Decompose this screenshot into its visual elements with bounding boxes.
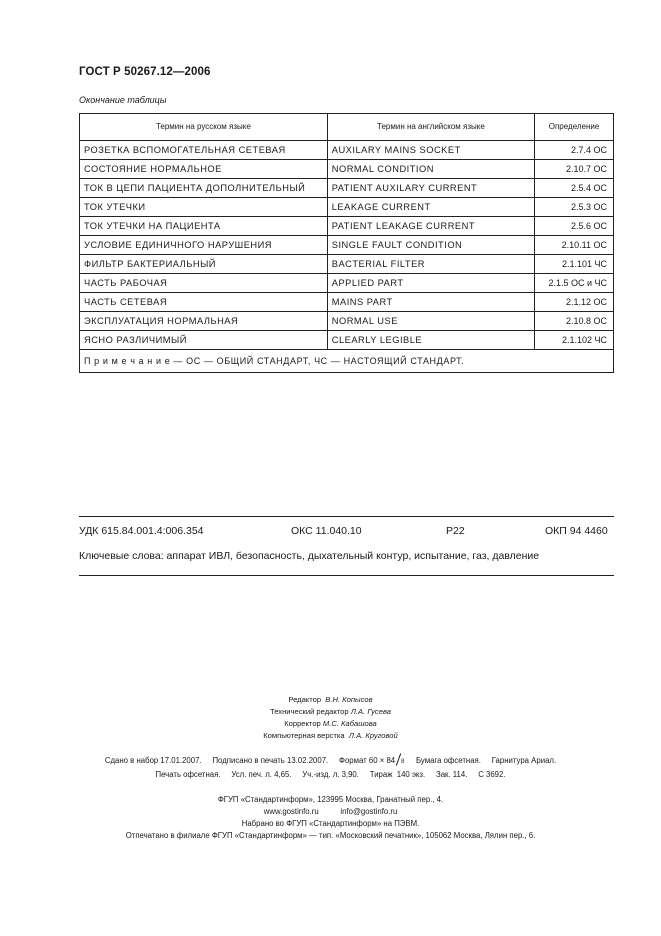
definition-ref: 2.1.12 ОС (535, 293, 614, 312)
credit-person: Л.А. Гусева (350, 707, 391, 716)
publisher-typeset: Набрано во ФГУП «Стандартинформ» на ПЭВМ. (241, 819, 420, 828)
russian-term: СОСТОЯНИЕ НОРМАЛЬНОЕ (80, 160, 328, 179)
table-row (80, 331, 614, 350)
okp-code: ОКП 94 4460 (545, 525, 608, 537)
divider-bottom (79, 575, 614, 576)
table-row (80, 179, 614, 198)
russian-term: ЧАСТЬ РАБОЧАЯ (80, 274, 328, 293)
table-row (80, 293, 614, 312)
definition-ref: 2.10.11 ОС (535, 236, 614, 255)
print-info-text: Бумага офсетная. Гарнитура Ариал. (405, 756, 557, 765)
definition-ref: 2.1.101 ЧС (535, 255, 614, 274)
english-term: APPLIED PART (327, 274, 534, 293)
russian-term: ЭКСПЛУАТАЦИЯ НОРМАЛЬНАЯ (80, 312, 328, 331)
table-row (80, 217, 614, 236)
oks-code: ОКС 11.040.10 (291, 525, 362, 537)
credit-layout (0, 731, 661, 740)
publisher-printed: Отпечатано в филиале ФГУП «Стандартинформ» — тип. «Московский печатник», 105062 Москва, Лялин пер., 6. (125, 831, 536, 840)
table-note-row (80, 350, 614, 373)
print-info-text: Сдано в набор 17.01.2007. Подписано в печать 13.02.2007. Формат 60 × 84 (104, 756, 396, 765)
header-definition: Определение (535, 114, 614, 141)
credit-tech-editor (0, 707, 661, 716)
credit-editor (0, 695, 661, 704)
russian-term: ТОК УТЕЧКИ НА ПАЦИЕНТА (80, 217, 328, 236)
table-row (80, 255, 614, 274)
credit-label: Корректор (284, 719, 321, 728)
format-fraction (395, 755, 405, 765)
publisher-contacts: www.gostinfo.ru info@gostinfo.ru (263, 807, 398, 816)
definition-ref: 2.7.4 ОС (535, 141, 614, 160)
definition-ref: 2.10.8 ОС (535, 312, 614, 331)
russian-term: ТОК В ЦЕПИ ПАЦИЕНТА ДОПОЛНИТЕЛЬНЫЙ (80, 179, 328, 198)
credit-person: М.С. Кабашова (322, 719, 377, 728)
terms-table (79, 113, 614, 373)
print-info-line1 (0, 755, 661, 765)
english-term: LEAKAGE CURRENT (327, 198, 534, 217)
russian-term: РОЗЕТКА ВСПОМОГАТЕЛЬНАЯ СЕТЕВАЯ (80, 141, 328, 160)
group-code: Р22 (446, 525, 465, 537)
english-term: PATIENT LEAKAGE CURRENT (327, 217, 534, 236)
table-row (80, 160, 614, 179)
russian-term: ЧАСТЬ СЕТЕВАЯ (80, 293, 328, 312)
publisher-address: ФГУП «Стандартинформ», 123995 Москва, Гранатный пер., 4. (217, 795, 444, 804)
english-term: SINGLE FAULT CONDITION (327, 236, 534, 255)
credit-proofreader (0, 719, 661, 728)
print-info-line2: Печать офсетная. Усл. печ. л. 4,65. Уч.-изд. л. 3,90. Тираж 140 экз. Зак. 114. С 3692. (155, 770, 506, 779)
russian-term: ФИЛЬТР БАКТЕРИАЛЬНЫЙ (80, 255, 328, 274)
definition-ref: 2.5.3 ОС (535, 198, 614, 217)
credit-label: Технический редактор (270, 707, 349, 716)
english-term: CLEARLY LEGIBLE (327, 331, 534, 350)
keywords-line: Ключевые слова: аппарат ИВЛ, безопасность, дыхательный контур, испытание, газ, давление (79, 550, 540, 562)
english-term: PATIENT AUXILARY CURRENT (327, 179, 534, 198)
table-caption: Окончание таблицы (79, 95, 167, 105)
russian-term: ЯСНО РАЗЛИЧИМЫЙ (80, 331, 328, 350)
fraction-denominator: 8 (401, 759, 405, 765)
english-term: BACTERIAL FILTER (327, 255, 534, 274)
definition-ref: 2.5.6 ОС (535, 217, 614, 236)
credit-label: Редактор (288, 695, 322, 704)
udk-code: УДК 615.84.001.4:006.354 (79, 525, 204, 537)
english-term: NORMAL USE (327, 312, 534, 331)
english-term: AUXILARY MAINS SOCKET (327, 141, 534, 160)
table-row (80, 198, 614, 217)
credit-person: Л.А. Круговой (348, 731, 398, 740)
divider-top (79, 516, 614, 517)
credit-label: Компьютерная верстка (263, 731, 345, 740)
credit-person: В.Н. Копысов (325, 695, 373, 704)
document-header: ГОСТ Р 50267.12—2006 (79, 66, 211, 78)
russian-term: УСЛОВИЕ ЕДИНИЧНОГО НАРУШЕНИЯ (80, 236, 328, 255)
table-header-row (80, 114, 614, 141)
header-english-term: Термин на английском языке (327, 114, 534, 141)
english-term: MAINS PART (327, 293, 534, 312)
header-russian-term: Термин на русском языке (80, 114, 328, 141)
definition-ref: 2.1.5 ОС и ЧС (535, 274, 614, 293)
table-row (80, 141, 614, 160)
definition-ref: 2.5.4 ОС (535, 179, 614, 198)
table-row (80, 312, 614, 331)
definition-ref: 2.1.102 ЧС (535, 331, 614, 350)
russian-term: ТОК УТЕЧКИ (80, 198, 328, 217)
english-term: NORMAL CONDITION (327, 160, 534, 179)
table-row (80, 274, 614, 293)
table-row (80, 236, 614, 255)
definition-ref: 2.10.7 ОС (535, 160, 614, 179)
table-note: П р и м е ч а н и е — ОС — ОБЩИЙ СТАНДАРТ, ЧС — НАСТОЯЩИЙ СТАНДАРТ. (80, 350, 614, 373)
